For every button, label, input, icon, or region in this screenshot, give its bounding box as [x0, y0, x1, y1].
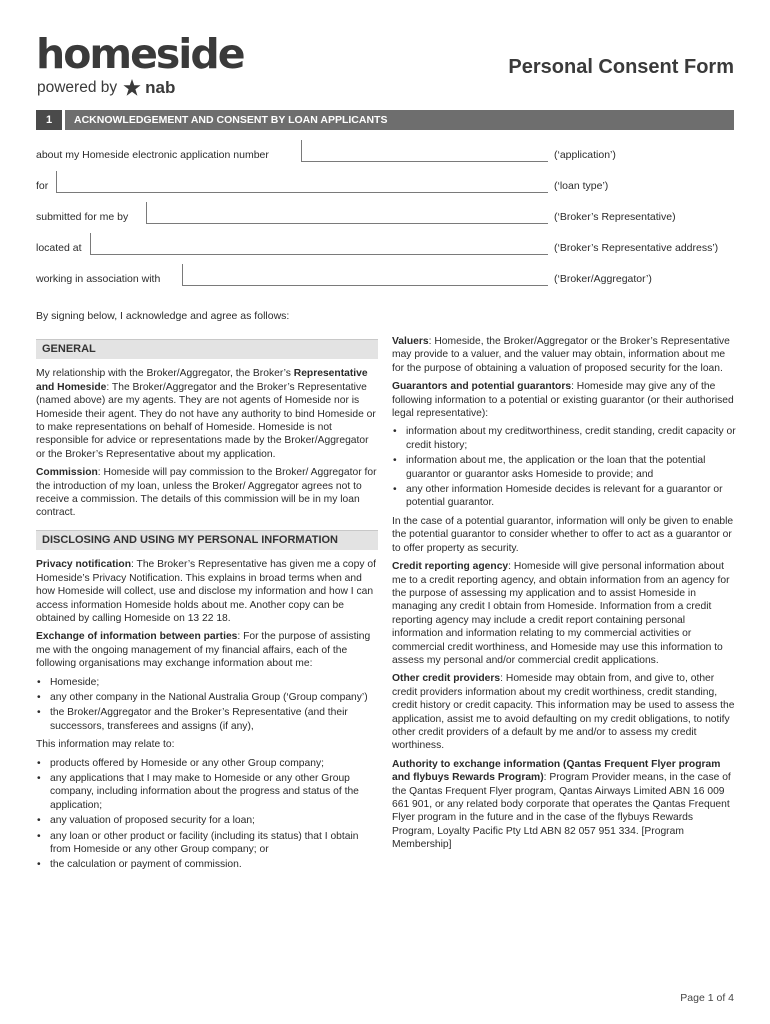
field-suffix: (‘Broker’s Representative address’): [554, 242, 719, 254]
field-label: located at: [36, 242, 82, 254]
relate-list: [36, 757, 378, 872]
field-label: about my Homeside electronic application number: [36, 149, 269, 161]
broker-aggregator-input[interactable]: [182, 264, 548, 286]
application-number-input[interactable]: [301, 140, 548, 162]
general-heading: GENERAL: [36, 339, 378, 359]
section-header: [36, 110, 734, 130]
field-suffix: (‘Broker/Aggregator’): [554, 273, 652, 285]
list-item: • any valuation of proposed security for a loan;: [36, 814, 378, 827]
field-label: for: [36, 180, 49, 192]
relate-intro: This information may relate to:: [36, 739, 175, 751]
relationship-paragraph: My relationship with the Broker/Aggregator, the Broker’s Representative and Homeside: The Broker/Aggregator and the Broker’s Representative (named above) are my agents. They are not agents of Homeside nor is Homeside their agent. They do not have any authority to bind Homeside or to make representations on behalf of Homeside. Homeside is not responsible for advice or representations made by the Broker/Aggregator or the Broker’s Representative about my application.: [36, 368, 376, 460]
nab-wordmark: nab: [145, 78, 176, 97]
credit-reporting-paragraph: Credit reporting agency: Homeside will give personal information about me to a credit reporting agency, and obtain information from an agency for the purpose of assessing my application and to assist Homeside in managing any credit I obtain from Homeside. Information from a credit reporting agency may include a credit report containing personal information and information relating to my commercial activities or commercial credit worthiness, and Homeside may use this information to assess my personal and/or commercial credit applications.: [392, 561, 730, 666]
other-credit-providers-paragraph: Other credit providers: Homeside may obtain from, and give to, other credit providers information about my credit worthiness, credit standing, credit history or credit capacity. This information may be used to assess the application, assist me to avoid defaulting on my credit obligations, to notify other credit providers of a default by me and/or to assess my credit worthiness.: [392, 673, 735, 752]
page-title: Personal Consent Form: [508, 56, 734, 78]
located-at-input[interactable]: [90, 233, 548, 255]
left-column: [36, 335, 378, 877]
loan-type-input[interactable]: [56, 171, 548, 193]
intro-statement: By signing below, I acknowledge and agree as follows:: [36, 310, 290, 322]
guarantor-note: In the case of a potential guarantor, information will only be given to enable the potential guarantor to consider whether to offer to act as a guarantor or to offer property as security.: [392, 515, 734, 554]
homeside-logo: [36, 30, 244, 97]
field-row-broker-aggregator: [36, 264, 734, 288]
field-row-located-at: [36, 233, 734, 257]
field-label: working in association with: [36, 273, 161, 285]
guarantor-info-list: [392, 425, 736, 509]
section-number: 1: [36, 110, 62, 130]
field-row-application-number: [36, 140, 734, 164]
logo-wordmark: homeside: [36, 30, 244, 78]
field-suffix: (‘Broker’s Representative): [554, 211, 676, 223]
right-column: [392, 335, 736, 857]
authority-exchange-paragraph: Authority to exchange information (Qantas Frequent Flyer program and flybuys Rewards Program): Program Provider means, in the case of the Qantas Frequent Flyer program, Qantas Airways Limited ABN 16 009 661 901, or any related body corporate that operates the Qantas Frequent Flyer program in the future and in the case of the flybuys Rewards Program, Loyalty Pacific Pty Ltd ABN 82 057 951 334. [Program Membership]: [392, 758, 731, 851]
commission-paragraph: Commission: Homeside will pay commission to the Broker/ Aggregator for the introduction of my loan, unless the Broker/ Aggregator agrees not to receive a commission. The details of this commission will be in my loan contract.: [36, 467, 377, 519]
section-divider: [62, 110, 65, 130]
list-item: • the Broker/Aggregator and the Broker’s Representative (and their successors, transferees and assigns (if any),: [36, 706, 378, 733]
list-item: • Homeside;: [36, 676, 378, 689]
valuers-paragraph: Valuers: Homeside, the Broker/Aggregator or the Broker’s Representative may provide to a valuer, and the valuer may obtain, information about me for the purpose of obtaining a valuation of proposed security for the loan.: [392, 336, 730, 374]
powered-by-nab: [37, 78, 175, 98]
nab-star-icon: [122, 78, 142, 98]
field-label: submitted for me by: [36, 211, 129, 223]
disclosing-heading: DISCLOSING AND USING MY PERSONAL INFORMATION: [36, 530, 378, 550]
field-suffix: (‘loan type’): [554, 180, 609, 192]
page-number: Page 1 of 4: [680, 992, 734, 1004]
field-row-loan-type: [36, 171, 734, 195]
list-item: • any loan or other product or facility (including its status) that I obtain from Homeside or any other Group company; or: [36, 830, 378, 857]
powered-by-text: powered by: [37, 79, 118, 96]
guarantors-paragraph: Guarantors and potential guarantors: Homeside may give any of the following information to a potential or existing guarantor (or their authorised legal representative):: [392, 381, 734, 420]
field-suffix: (‘application’): [554, 149, 616, 161]
list-item: • any other information Homeside decides is relevant for a guarantor or potential guarantor.: [392, 483, 736, 510]
organisations-list: [36, 676, 378, 734]
section-title: ACKNOWLEDGEMENT AND CONSENT BY LOAN APPLICANTS: [74, 114, 388, 126]
privacy-paragraph: Privacy notification: The Broker’s Representative has given me a copy of Homeside’s Privacy Notification. This explains in broad terms when and how Homeside will collect, use and disclose my information and how I can access information Homeside holds about me. Another copy can be obtained by calling Homeside on 13 22 18.: [36, 559, 376, 624]
list-item: • the calculation or payment of commission.: [36, 858, 378, 871]
list-item: • any other company in the National Australia Group (‘Group company’): [36, 691, 378, 704]
list-item: • information about my creditworthiness, credit standing, credit capacity or credit history;: [392, 425, 736, 452]
list-item: • products offered by Homeside or any other Group company;: [36, 757, 378, 770]
exchange-paragraph: Exchange of information between parties: For the purpose of assisting me with the ongoing management of my financial affairs, each of the following organisations may exchange information about me:: [36, 631, 371, 670]
field-row-brokers-representative: [36, 202, 734, 226]
list-item: • information about me, the application or the loan that the potential guarantor or guarantor asks Homeside to provide; and: [392, 454, 736, 481]
list-item: • any applications that I may make to Homeside or any other Group company, including information about the progress and status of the application;: [36, 772, 378, 812]
brokers-representative-input[interactable]: [146, 202, 548, 224]
